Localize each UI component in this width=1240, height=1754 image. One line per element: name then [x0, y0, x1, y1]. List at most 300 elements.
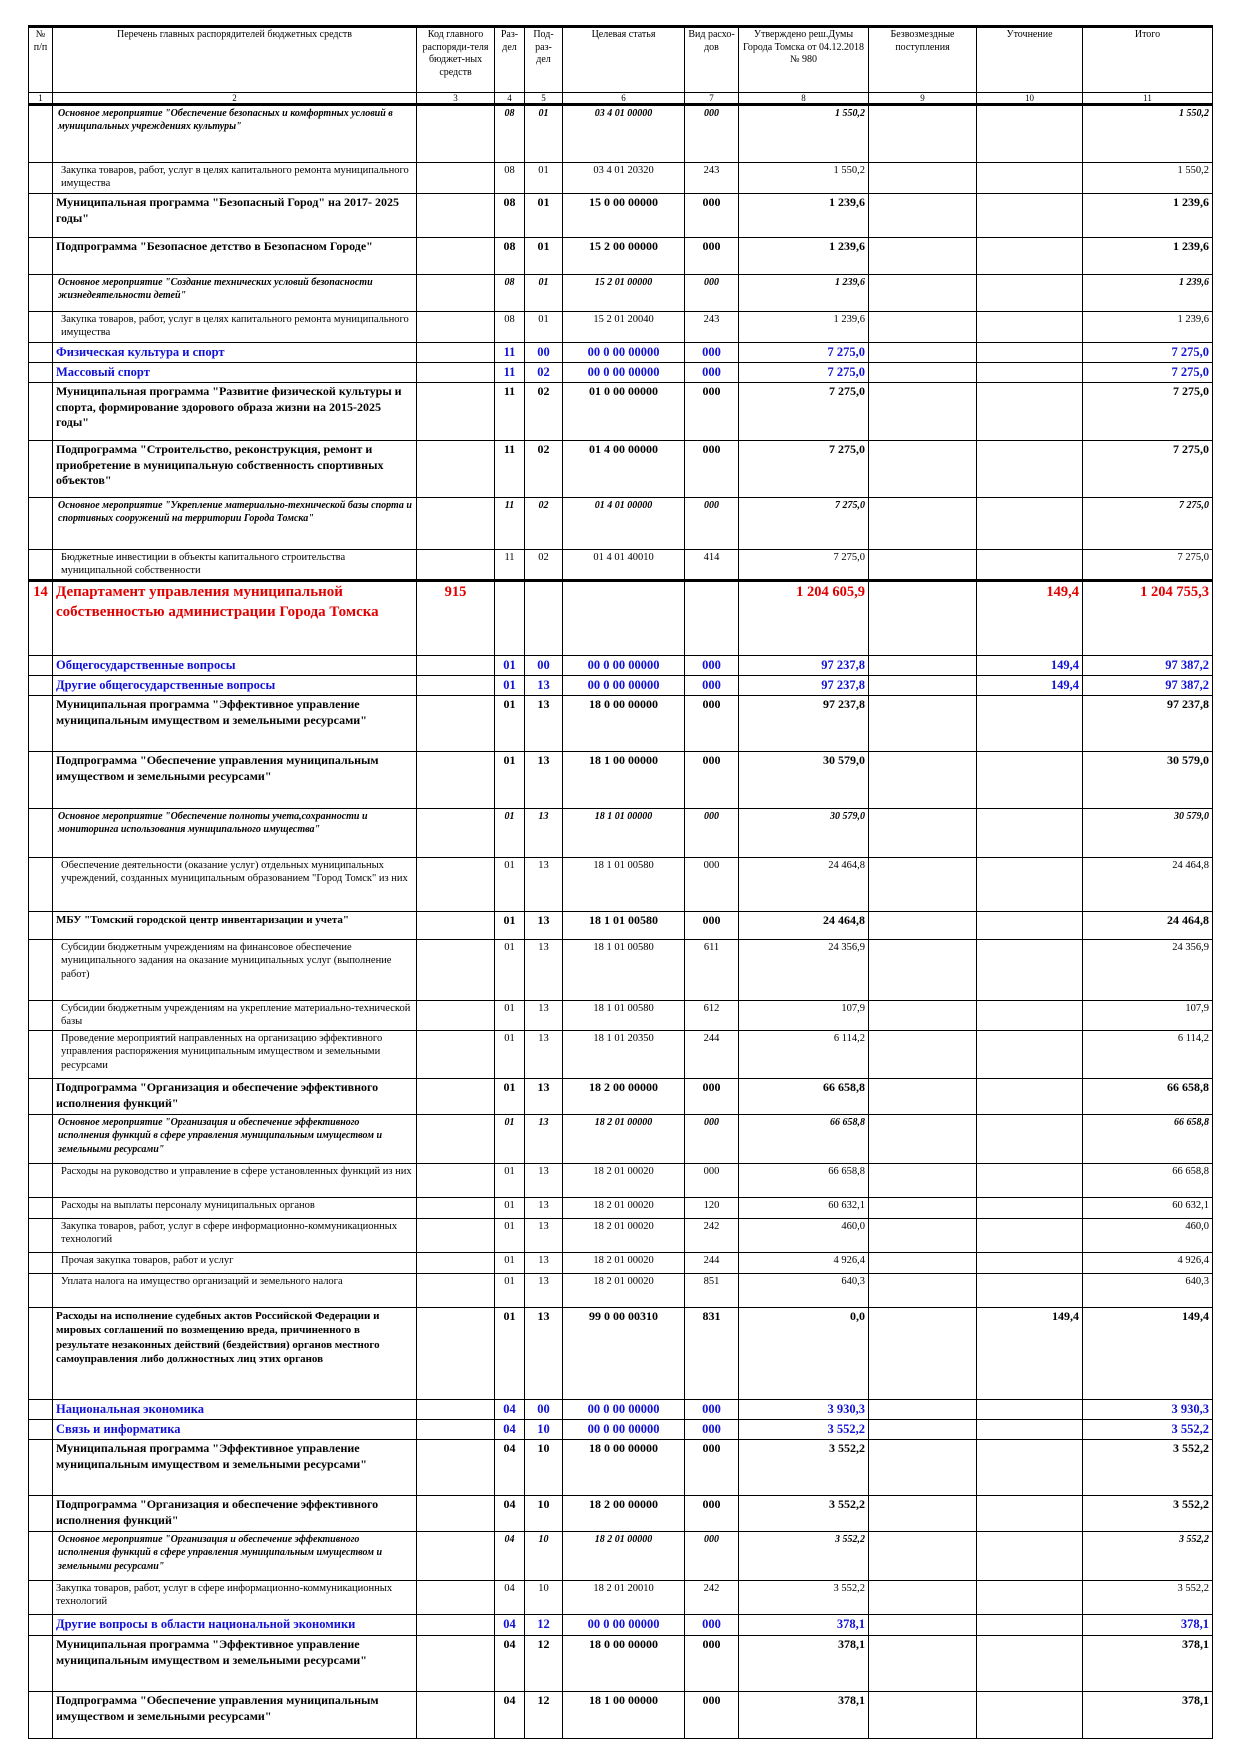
row-recipient-code [417, 809, 495, 858]
table-row [29, 1532, 1213, 1581]
row-number [29, 1253, 53, 1274]
row-adjustment-amount [977, 809, 1083, 858]
row-subsection: 02 [525, 383, 563, 441]
row-adjustment-amount [977, 1692, 1083, 1739]
table-row [29, 940, 1213, 1001]
row-expense-type: 000 [685, 1420, 739, 1440]
row-total-amount: 7 275,0 [1083, 550, 1213, 581]
row-section: 04 [495, 1615, 525, 1636]
row-grants-amount [869, 1581, 977, 1615]
row-subsection: 00 [525, 656, 563, 676]
row-grants-amount [869, 1198, 977, 1219]
row-approved-amount: 7 275,0 [739, 363, 869, 383]
row-grants-amount [869, 498, 977, 550]
row-section: 01 [495, 1079, 525, 1115]
row-approved-amount: 97 237,8 [739, 656, 869, 676]
row-target-article: 18 2 01 00020 [563, 1198, 685, 1219]
row-approved-amount: 378,1 [739, 1636, 869, 1692]
row-target-article: 18 2 00 00000 [563, 1079, 685, 1115]
row-subsection: 02 [525, 363, 563, 383]
table-row [29, 858, 1213, 912]
row-number [29, 858, 53, 912]
row-number [29, 1692, 53, 1739]
row-adjustment-amount [977, 1440, 1083, 1496]
row-name: Подпрограмма "Безопасное детство в Безопасном Городе" [53, 238, 417, 275]
row-total-amount: 4 926,4 [1083, 1253, 1213, 1274]
row-adjustment-amount [977, 163, 1083, 194]
row-target-article: 00 0 00 00000 [563, 1615, 685, 1636]
row-grants-amount [869, 1001, 977, 1031]
row-approved-amount: 3 552,2 [739, 1420, 869, 1440]
row-recipient-code [417, 383, 495, 441]
row-subsection: 01 [525, 275, 563, 312]
row-expense-type: 000 [685, 441, 739, 498]
row-recipient-code [417, 752, 495, 809]
row-subsection [525, 581, 563, 656]
row-total-amount: 378,1 [1083, 1692, 1213, 1739]
row-grants-amount [869, 676, 977, 696]
row-target-article: 18 1 01 00580 [563, 858, 685, 912]
row-adjustment-amount [977, 1581, 1083, 1615]
row-target-article: 00 0 00 00000 [563, 1420, 685, 1440]
row-recipient-code [417, 238, 495, 275]
row-approved-amount: 0,0 [739, 1308, 869, 1400]
row-total-amount: 107,9 [1083, 1001, 1213, 1031]
row-expense-type: 000 [685, 194, 739, 238]
row-expense-type: 120 [685, 1198, 739, 1219]
table-row [29, 1308, 1213, 1400]
row-expense-type: 000 [685, 696, 739, 752]
row-approved-amount: 66 658,8 [739, 1115, 869, 1164]
row-grants-amount [869, 656, 977, 676]
row-section: 01 [495, 1274, 525, 1308]
row-subsection: 13 [525, 1115, 563, 1164]
row-section: 08 [495, 194, 525, 238]
row-target-article: 15 2 01 20040 [563, 312, 685, 343]
row-total-amount: 3 552,2 [1083, 1496, 1213, 1532]
table-body [29, 105, 1213, 1739]
table-row [29, 752, 1213, 809]
table-row [29, 1274, 1213, 1308]
row-recipient-code [417, 696, 495, 752]
header-expense-type: Вид расхо-дов [685, 27, 739, 93]
row-name: Муниципальная программа "Эффективное управление муниципальным имуществом и земельными ресурсами" [53, 696, 417, 752]
row-adjustment-amount [977, 1532, 1083, 1581]
row-adjustment-amount [977, 343, 1083, 363]
row-grants-amount [869, 809, 977, 858]
row-section: 01 [495, 676, 525, 696]
row-expense-type: 000 [685, 343, 739, 363]
row-expense-type: 244 [685, 1031, 739, 1079]
row-expense-type: 000 [685, 1496, 739, 1532]
row-subsection: 12 [525, 1636, 563, 1692]
row-total-amount: 460,0 [1083, 1219, 1213, 1253]
row-number [29, 1532, 53, 1581]
row-target-article: 18 1 01 20350 [563, 1031, 685, 1079]
row-target-article: 03 4 01 00000 [563, 105, 685, 163]
row-number [29, 312, 53, 343]
row-target-article: 01 4 00 00000 [563, 441, 685, 498]
row-approved-amount: 1 239,6 [739, 312, 869, 343]
row-total-amount: 3 552,2 [1083, 1581, 1213, 1615]
row-recipient-code [417, 441, 495, 498]
row-grants-amount [869, 1308, 977, 1400]
row-subsection: 02 [525, 441, 563, 498]
row-grants-amount [869, 1164, 977, 1198]
row-total-amount: 1 239,6 [1083, 275, 1213, 312]
row-adjustment-amount [977, 858, 1083, 912]
row-adjustment-amount [977, 312, 1083, 343]
row-approved-amount: 107,9 [739, 1001, 869, 1031]
row-subsection: 13 [525, 1274, 563, 1308]
row-number [29, 1440, 53, 1496]
row-number [29, 498, 53, 550]
row-subsection: 02 [525, 550, 563, 581]
row-subsection: 13 [525, 676, 563, 696]
row-expense-type: 611 [685, 940, 739, 1001]
row-target-article: 15 2 01 00000 [563, 275, 685, 312]
row-number [29, 809, 53, 858]
row-adjustment-amount [977, 1079, 1083, 1115]
row-subsection: 13 [525, 696, 563, 752]
row-subsection: 02 [525, 498, 563, 550]
row-adjustment-amount [977, 696, 1083, 752]
row-target-article: 00 0 00 00000 [563, 656, 685, 676]
row-section [495, 581, 525, 656]
row-number [29, 363, 53, 383]
row-recipient-code [417, 1164, 495, 1198]
row-recipient-code [417, 1001, 495, 1031]
row-recipient-code [417, 1253, 495, 1274]
column-number: 7 [685, 93, 739, 105]
row-expense-type: 000 [685, 383, 739, 441]
table-row [29, 194, 1213, 238]
row-grants-amount [869, 1636, 977, 1692]
row-section: 11 [495, 363, 525, 383]
row-recipient-code [417, 940, 495, 1001]
row-target-article: 18 2 01 00020 [563, 1164, 685, 1198]
row-section: 01 [495, 1115, 525, 1164]
row-section: 01 [495, 1031, 525, 1079]
table-row [29, 1198, 1213, 1219]
row-recipient-code [417, 1692, 495, 1739]
table-row [29, 1692, 1213, 1739]
row-approved-amount: 3 930,3 [739, 1400, 869, 1420]
table-row [29, 1400, 1213, 1420]
row-target-article: 99 0 00 00310 [563, 1308, 685, 1400]
row-subsection: 10 [525, 1496, 563, 1532]
row-adjustment-amount [977, 1636, 1083, 1692]
row-total-amount: 97 237,8 [1083, 696, 1213, 752]
row-section: 08 [495, 163, 525, 194]
header-grants: Безвозмездные поступления [869, 27, 977, 93]
table-row [29, 105, 1213, 163]
row-total-amount: 1 239,6 [1083, 312, 1213, 343]
row-total-amount: 7 275,0 [1083, 383, 1213, 441]
row-total-amount: 66 658,8 [1083, 1164, 1213, 1198]
budget-table [28, 25, 1213, 1739]
row-expense-type: 414 [685, 550, 739, 581]
row-name: Основное мероприятие "Обеспечение безопасных и комфортных условий в муниципальных учреждениях культуры" [53, 105, 417, 163]
column-number: 6 [563, 93, 685, 105]
row-grants-amount [869, 1031, 977, 1079]
column-number: 9 [869, 93, 977, 105]
table-row [29, 656, 1213, 676]
row-total-amount: 6 114,2 [1083, 1031, 1213, 1079]
row-expense-type: 000 [685, 498, 739, 550]
row-number [29, 1031, 53, 1079]
table-row [29, 912, 1213, 940]
header-target-article: Целевая статья [563, 27, 685, 93]
row-adjustment-amount: 149,4 [977, 1308, 1083, 1400]
row-subsection: 01 [525, 238, 563, 275]
row-total-amount: 1 204 755,3 [1083, 581, 1213, 656]
row-section: 01 [495, 940, 525, 1001]
row-target-article [563, 581, 685, 656]
row-number [29, 752, 53, 809]
row-expense-type: 000 [685, 1079, 739, 1115]
row-number [29, 1581, 53, 1615]
row-section: 04 [495, 1496, 525, 1532]
row-section: 08 [495, 275, 525, 312]
row-number [29, 912, 53, 940]
row-number [29, 676, 53, 696]
row-target-article: 18 2 01 00020 [563, 1274, 685, 1308]
row-subsection: 13 [525, 1079, 563, 1115]
row-section: 11 [495, 498, 525, 550]
row-grants-amount [869, 312, 977, 343]
row-approved-amount: 7 275,0 [739, 498, 869, 550]
row-expense-type: 000 [685, 1164, 739, 1198]
row-number [29, 550, 53, 581]
row-approved-amount: 1 204 605,9 [739, 581, 869, 656]
row-expense-type: 000 [685, 1400, 739, 1420]
row-section: 01 [495, 696, 525, 752]
row-grants-amount [869, 1420, 977, 1440]
row-name: Расходы на исполнение судебных актов Российской Федерации и мировых соглашений по возмещению вреда, причиненного в результате незаконных действий (бездействия) органов местного самоуправления либо должностных лиц этих органов [53, 1308, 417, 1400]
row-grants-amount [869, 912, 977, 940]
row-grants-amount [869, 581, 977, 656]
row-grants-amount [869, 238, 977, 275]
row-adjustment-amount [977, 550, 1083, 581]
row-target-article: 18 2 01 20010 [563, 1581, 685, 1615]
row-subsection: 00 [525, 1400, 563, 1420]
row-name: Муниципальная программа "Безопасный Город" на 2017- 2025 годы" [53, 194, 417, 238]
header-total: Итого [1083, 27, 1213, 93]
row-approved-amount: 1 550,2 [739, 163, 869, 194]
row-target-article: 00 0 00 00000 [563, 676, 685, 696]
row-expense-type: 000 [685, 912, 739, 940]
column-number: 3 [417, 93, 495, 105]
row-approved-amount: 1 239,6 [739, 194, 869, 238]
row-approved-amount: 66 658,8 [739, 1164, 869, 1198]
row-total-amount: 378,1 [1083, 1636, 1213, 1692]
row-expense-type [685, 581, 739, 656]
row-section: 04 [495, 1420, 525, 1440]
row-expense-type: 000 [685, 105, 739, 163]
row-approved-amount: 7 275,0 [739, 550, 869, 581]
row-name: Закупка товаров, работ, услуг в сфере информационно-коммуникационных технологий [53, 1581, 417, 1615]
row-section: 04 [495, 1581, 525, 1615]
row-section: 01 [495, 912, 525, 940]
row-target-article: 01 4 01 00000 [563, 498, 685, 550]
row-target-article: 15 0 00 00000 [563, 194, 685, 238]
header-recipient-code: Код главного распоряди-теля бюджет-ных средств [417, 27, 495, 93]
row-approved-amount: 4 926,4 [739, 1253, 869, 1274]
row-recipient-code [417, 1615, 495, 1636]
row-target-article: 18 2 01 00020 [563, 1219, 685, 1253]
row-number [29, 1219, 53, 1253]
row-name: Проведение мероприятий направленных на организацию эффективного управления распоряжения муниципальным имуществом и земельными ресурсами [53, 1031, 417, 1079]
row-name: Расходы на выплаты персоналу муниципальных органов [53, 1198, 417, 1219]
row-approved-amount: 97 237,8 [739, 676, 869, 696]
row-total-amount: 97 387,2 [1083, 676, 1213, 696]
header-number: № п/п [29, 27, 53, 93]
row-recipient-code [417, 1219, 495, 1253]
row-subsection: 13 [525, 858, 563, 912]
column-number: 10 [977, 93, 1083, 105]
row-name: Подпрограмма "Организация и обеспечение эффективного исполнения функций" [53, 1079, 417, 1115]
row-name: Бюджетные инвестиции в объекты капитального строительства муниципальной собственности [53, 550, 417, 581]
row-name: Связь и информатика [53, 1420, 417, 1440]
row-grants-amount [869, 858, 977, 912]
row-section: 08 [495, 105, 525, 163]
row-section: 11 [495, 441, 525, 498]
row-subsection: 00 [525, 343, 563, 363]
row-recipient-code [417, 1440, 495, 1496]
row-total-amount: 30 579,0 [1083, 752, 1213, 809]
row-expense-type: 000 [685, 809, 739, 858]
row-expense-type: 000 [685, 363, 739, 383]
row-grants-amount [869, 1440, 977, 1496]
row-section: 04 [495, 1440, 525, 1496]
row-adjustment-amount [977, 1198, 1083, 1219]
row-total-amount: 3 930,3 [1083, 1400, 1213, 1420]
row-name: Национальная экономика [53, 1400, 417, 1420]
column-number: 5 [525, 93, 563, 105]
row-expense-type: 243 [685, 163, 739, 194]
row-target-article: 18 2 01 00020 [563, 1253, 685, 1274]
row-target-article: 01 0 00 00000 [563, 383, 685, 441]
row-total-amount: 24 464,8 [1083, 912, 1213, 940]
row-number [29, 194, 53, 238]
row-name: Прочая закупка товаров, работ и услуг [53, 1253, 417, 1274]
row-recipient-code: 915 [417, 581, 495, 656]
row-approved-amount: 24 464,8 [739, 912, 869, 940]
row-adjustment-amount [977, 238, 1083, 275]
row-recipient-code [417, 1079, 495, 1115]
row-subsection: 12 [525, 1615, 563, 1636]
row-subsection: 13 [525, 1001, 563, 1031]
row-approved-amount: 460,0 [739, 1219, 869, 1253]
row-grants-amount [869, 940, 977, 1001]
row-number [29, 1079, 53, 1115]
table-row [29, 238, 1213, 275]
row-name: Субсидии бюджетным учреждениям на финансовое обеспечение муниципального задания на оказание муниципальных услуг (выполнение работ) [53, 940, 417, 1001]
row-expense-type: 000 [685, 1115, 739, 1164]
row-grants-amount [869, 696, 977, 752]
row-name: Расходы на руководство и управление в сфере установленных функций из них [53, 1164, 417, 1198]
row-grants-amount [869, 363, 977, 383]
table-row [29, 363, 1213, 383]
table-row [29, 1496, 1213, 1532]
header-subsection: Под-раз-дел [525, 27, 563, 93]
row-approved-amount: 7 275,0 [739, 383, 869, 441]
row-total-amount: 24 356,9 [1083, 940, 1213, 1001]
row-expense-type: 000 [685, 1636, 739, 1692]
row-target-article: 18 1 01 00000 [563, 809, 685, 858]
row-number: 14 [29, 581, 53, 656]
row-name: Департамент управления муниципальной собственностью администрации Города Томска [53, 581, 417, 656]
row-approved-amount: 3 552,2 [739, 1496, 869, 1532]
table-row [29, 1115, 1213, 1164]
row-number [29, 1420, 53, 1440]
row-number [29, 343, 53, 363]
header-approved: Утверждено реш.Думы Города Томска от 04.12.2018 № 980 [739, 27, 869, 93]
row-adjustment-amount [977, 1219, 1083, 1253]
row-expense-type: 831 [685, 1308, 739, 1400]
table-row [29, 581, 1213, 656]
row-expense-type: 000 [685, 1532, 739, 1581]
row-total-amount: 97 387,2 [1083, 656, 1213, 676]
row-expense-type: 000 [685, 858, 739, 912]
row-section: 01 [495, 1219, 525, 1253]
row-adjustment-amount [977, 1031, 1083, 1079]
row-recipient-code [417, 1581, 495, 1615]
table-row [29, 163, 1213, 194]
row-total-amount: 3 552,2 [1083, 1420, 1213, 1440]
row-total-amount: 1 550,2 [1083, 163, 1213, 194]
row-grants-amount [869, 1079, 977, 1115]
row-recipient-code [417, 1198, 495, 1219]
row-name: Субсидии бюджетным учреждениям на укрепление материально-технической базы [53, 1001, 417, 1031]
row-grants-amount [869, 105, 977, 163]
row-approved-amount: 378,1 [739, 1615, 869, 1636]
row-number [29, 163, 53, 194]
row-expense-type: 000 [685, 656, 739, 676]
row-approved-amount: 60 632,1 [739, 1198, 869, 1219]
row-recipient-code [417, 343, 495, 363]
row-recipient-code [417, 1115, 495, 1164]
row-total-amount: 378,1 [1083, 1615, 1213, 1636]
row-subsection: 10 [525, 1420, 563, 1440]
row-number [29, 1198, 53, 1219]
row-number [29, 441, 53, 498]
row-name: Обеспечение деятельности (оказание услуг) отдельных муниципальных учреждений, созданных муниципальным образованием "Город Томск" из них [53, 858, 417, 912]
row-expense-type: 000 [685, 1440, 739, 1496]
row-section: 04 [495, 1692, 525, 1739]
row-recipient-code [417, 498, 495, 550]
row-subsection: 10 [525, 1581, 563, 1615]
row-expense-type: 242 [685, 1219, 739, 1253]
row-number [29, 275, 53, 312]
row-recipient-code [417, 676, 495, 696]
row-grants-amount [869, 1615, 977, 1636]
row-subsection: 13 [525, 1198, 563, 1219]
row-number [29, 1615, 53, 1636]
row-name: Основное мероприятие "Организация и обеспечение эффективного исполнения функций в сфере управления муниципальным имуществом и земельными ресурсами" [53, 1532, 417, 1581]
table-row [29, 1001, 1213, 1031]
row-adjustment-amount [977, 498, 1083, 550]
row-approved-amount: 24 356,9 [739, 940, 869, 1001]
row-target-article: 18 0 00 00000 [563, 1440, 685, 1496]
row-approved-amount: 3 552,2 [739, 1532, 869, 1581]
row-total-amount: 640,3 [1083, 1274, 1213, 1308]
row-number [29, 1164, 53, 1198]
row-target-article: 00 0 00 00000 [563, 1400, 685, 1420]
row-recipient-code [417, 363, 495, 383]
row-expense-type: 244 [685, 1253, 739, 1274]
